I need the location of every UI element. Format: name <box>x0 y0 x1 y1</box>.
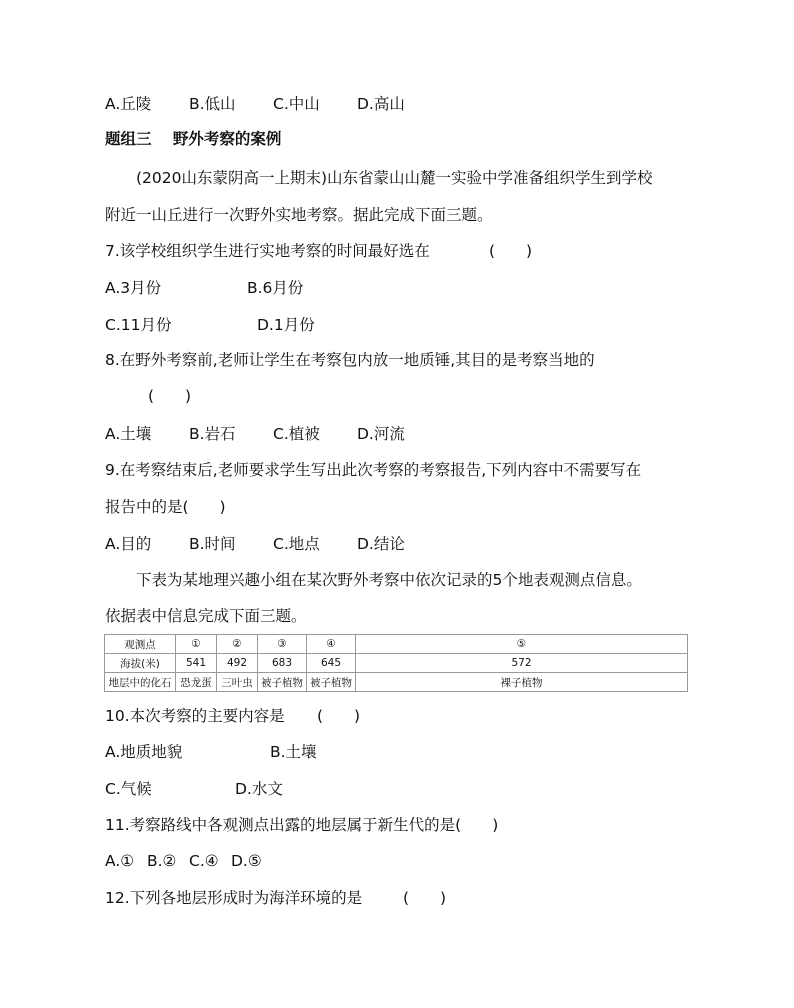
q9-line2: 报告中的是( ) <box>105 498 226 516</box>
table-header-cell: 观测点 <box>105 635 176 654</box>
q8-option-d: D.河流 <box>357 425 405 443</box>
q8-option-b: B.岩石 <box>189 425 236 443</box>
table-header-cell: ⑤ <box>356 635 688 654</box>
intro2-line1: 下表为某地理兴趣小组在某次野外考察中依次记录的5个地表观测点信息。 <box>136 571 642 589</box>
table-cell: 裸子植物 <box>356 673 688 692</box>
q11-stem: 11.考察路线中各观测点出露的地层属于新生代的是( ) <box>105 816 499 834</box>
q9-option-d: D.结论 <box>357 535 405 553</box>
table-cell: 492 <box>217 654 258 673</box>
q6-option-a: A.丘陵 <box>105 95 152 113</box>
section-heading <box>105 127 281 149</box>
q10-option-c: C.气候 <box>105 780 152 798</box>
table-cell: 541 <box>176 654 217 673</box>
section-title: 野外考察的案例 <box>172 130 282 148</box>
table-header-cell: ④ <box>307 635 356 654</box>
q10-stem-row <box>105 706 361 726</box>
q11-option-c: C.④ <box>189 852 219 870</box>
q7-option-c: C.11月份 <box>105 316 172 334</box>
q10-blank: ( ) <box>317 707 361 725</box>
q10-option-b: B.土壤 <box>270 743 317 761</box>
q11-option-a: A.① <box>105 852 135 870</box>
table-cell: 572 <box>356 654 688 673</box>
table-cell: 地层中的化石 <box>105 673 176 692</box>
table-row <box>105 654 688 673</box>
q9-line1: 9.在考察结束后,老师要求学生写出此次考察的考察报告,下列内容中不需要写在 <box>105 461 642 479</box>
q6-option-d: D.高山 <box>357 95 405 113</box>
intro1-line2: 附近一山丘进行一次野外实地考察。据此完成下面三题。 <box>105 206 493 224</box>
table-cell: 被子植物 <box>307 673 356 692</box>
q7-blank: ( ) <box>489 242 533 260</box>
q6-option-c: C.中山 <box>273 95 320 113</box>
q7-stem: 7.该学校组织学生进行实地考察的时间最好选在 <box>105 242 430 260</box>
intro2-line2: 依据表中信息完成下面三题。 <box>105 607 307 625</box>
q11-option-b: B.② <box>147 852 177 870</box>
q9-option-a: A.目的 <box>105 535 152 553</box>
q8-option-c: C.植被 <box>273 425 320 443</box>
q7-option-a: A.3月份 <box>105 279 162 297</box>
table-header-cell: ② <box>217 635 258 654</box>
table-header-cell: ③ <box>258 635 307 654</box>
q10-option-d: D.水文 <box>235 780 283 798</box>
table-header-cell: ① <box>176 635 217 654</box>
intro1-line1: (2020山东蒙阴高一上期末)山东省蒙山山麓一实验中学准备组织学生到学校 <box>136 169 653 187</box>
table-cell: 683 <box>258 654 307 673</box>
table-row <box>105 673 688 692</box>
q12-blank: ( ) <box>403 889 447 907</box>
q6-option-b: B.低山 <box>189 95 236 113</box>
table-cell: 恐龙蛋 <box>176 673 217 692</box>
q8-stem: 8.在野外考察前,老师让学生在考察包内放一地质锤,其目的是考察当地的 <box>105 351 595 369</box>
table-cell: 海拔(米) <box>105 654 176 673</box>
table-cell: 被子植物 <box>258 673 307 692</box>
q7-option-d: D.1月份 <box>257 316 315 334</box>
section-label: 题组三 <box>105 130 152 148</box>
table-header-row <box>105 635 688 654</box>
q9-option-b: B.时间 <box>189 535 236 553</box>
table-cell: 645 <box>307 654 356 673</box>
q11-option-d: D.⑤ <box>231 852 262 870</box>
q8-option-a: A.土壤 <box>105 425 152 443</box>
q8-blank: ( ) <box>148 387 192 405</box>
observation-table <box>104 634 688 692</box>
q7-option-b: B.6月份 <box>247 279 304 297</box>
q12-stem: 12.下列各地层形成时为海洋环境的是 <box>105 889 363 907</box>
q9-option-c: C.地点 <box>273 535 320 553</box>
q12-stem-row <box>105 888 447 908</box>
q10-stem: 10.本次考察的主要内容是 <box>105 707 285 725</box>
table-cell: 三叶虫 <box>217 673 258 692</box>
q7-stem-row <box>105 241 533 261</box>
q10-option-a: A.地质地貌 <box>105 743 183 761</box>
